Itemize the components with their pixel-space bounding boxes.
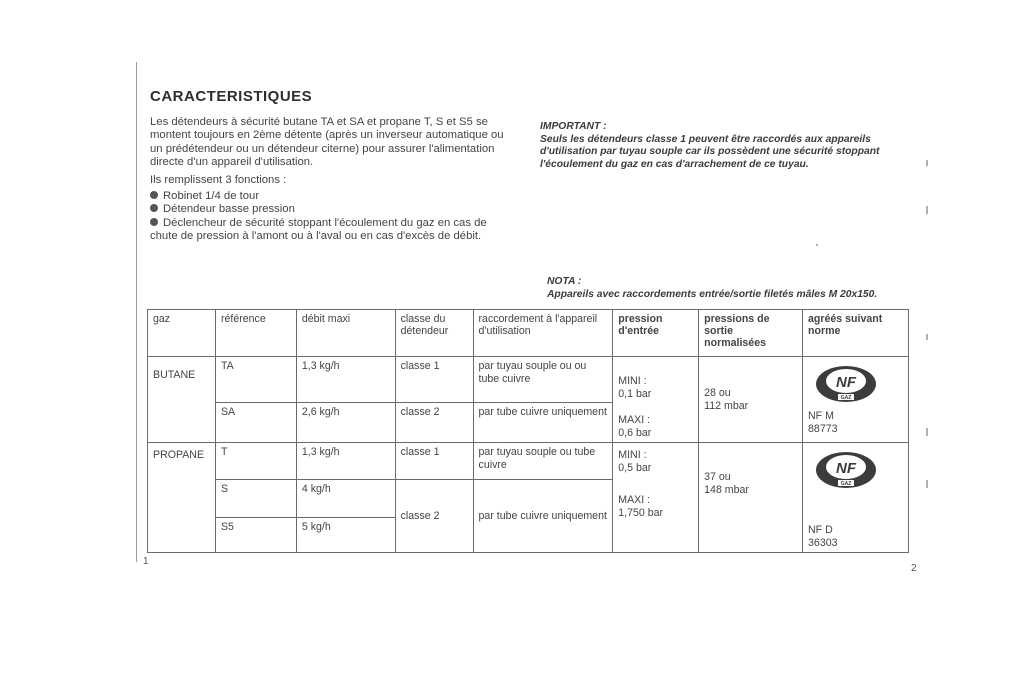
nota-note (547, 276, 917, 301)
header-debit: débit maxi (296, 310, 395, 357)
nf-gaz-logo-icon (814, 450, 878, 490)
norme-label: NF D 36303 (808, 524, 838, 549)
header-agrees: agréés suivant norme (803, 310, 909, 357)
list-item: Déclencheur de sécurité stoppant l'écoulement du gaz en cas de chute de pression à l'amont ou à l'aval ou en cas d'excès de débit. (150, 216, 487, 243)
pression-entree-butane: MINI : 0,1 bar MAXI : 0,6 bar (613, 357, 699, 443)
nota-text: Appareils avec raccordements entrée/sortie filetés mâles M 20x150. (547, 288, 878, 300)
norme-butane (803, 357, 909, 443)
scan-speck (926, 206, 928, 214)
norme-propane (803, 443, 909, 553)
debit-cell: 1,3 kg/h (296, 357, 395, 403)
raccordement-cell: par tuyau souple ou ou tube cuivre (473, 357, 613, 403)
bullet-icon (150, 218, 158, 226)
table-header-row (148, 310, 909, 357)
raccordement-cell: par tube cuivre uniquement (473, 480, 613, 553)
reference-cell: SA (215, 403, 296, 443)
debit-cell: 2,6 kg/h (296, 403, 395, 443)
header-classe: classe du détendeur (395, 310, 473, 357)
reference-cell: S (215, 480, 296, 518)
header-pressions-sortie: pressions de sortie normalisées (699, 310, 803, 357)
page-number-right: 2 (911, 563, 917, 574)
list-item: Détendeur basse pression (150, 203, 510, 216)
svg-text:GAZ: GAZ (840, 481, 852, 487)
raccordement-cell: par tube cuivre uniquement (473, 403, 613, 443)
scan-speck (926, 334, 928, 340)
page-title: CARACTERISTIQUES (150, 88, 313, 105)
intro-paragraph: Les détendeurs à sécurité butane TA et SA et propane T, S et S5 se montent toujours en 2ème détente (après un inverseur automatique ou un prédétendeur ou un détendeur citerne) pour assurer l'alimentation directe d'un appareil d'utilisation. (150, 116, 504, 169)
scan-speck (926, 480, 928, 488)
svg-text:NF: NF (836, 460, 857, 477)
classe-cell: classe 1 (395, 357, 473, 403)
reference-cell: TA (215, 357, 296, 403)
bullet-icon (150, 191, 158, 199)
pression-sortie-butane: 28 ou 112 mbar (699, 357, 803, 443)
debit-cell: 4 kg/h (296, 480, 395, 518)
gaz-butane: BUTANE (148, 357, 216, 443)
classe-cell: classe 1 (395, 443, 473, 480)
debit-cell: 5 kg/h (296, 518, 395, 553)
header-raccordement: raccordement à l'appareil d'utilisation (473, 310, 613, 357)
reference-cell: T (215, 443, 296, 480)
intro-section (150, 116, 510, 244)
scan-speck (926, 160, 928, 166)
list-item: Robinet 1/4 de tour (150, 190, 510, 203)
nota-heading: NOTA : (547, 276, 582, 287)
important-note (540, 121, 908, 171)
nf-gaz-logo-icon (814, 364, 878, 404)
scan-speck (816, 244, 818, 246)
bullet-icon (150, 204, 158, 212)
raccordement-cell: par tuyau souple ou tube cuivre (473, 443, 613, 480)
table-row (148, 357, 909, 403)
important-text: Seuls les détendeurs classe 1 peuvent être raccordés aux appareils d'utilisation par tuyau souple car ils possèdent une sécurité stoppant l'écoulement du gaz en cas d'arrachement de ce tuyau. (540, 133, 880, 170)
header-reference: référence (215, 310, 296, 357)
svg-text:GAZ: GAZ (840, 395, 852, 401)
classe-cell: classe 2 (395, 480, 473, 553)
table-row (148, 443, 909, 480)
gaz-propane: PROPANE (148, 443, 216, 553)
page-number-left: 1 (143, 556, 149, 567)
pression-sortie-propane: 37 ou 148 mbar (699, 443, 803, 553)
norme-label: NF M 88773 (808, 410, 838, 435)
pression-entree-propane: MINI : 0,5 bar MAXI : 1,750 bar (613, 443, 699, 553)
page-fold-line (136, 62, 137, 562)
specifications-table (147, 309, 909, 553)
header-pression-entree: pression d'entrée (613, 310, 699, 357)
header-gaz: gaz (148, 310, 216, 357)
scan-speck (926, 428, 928, 436)
svg-text:NF: NF (836, 374, 857, 391)
classe-cell: classe 2 (395, 403, 473, 443)
reference-cell: S5 (215, 518, 296, 553)
debit-cell: 1,3 kg/h (296, 443, 395, 480)
important-heading: IMPORTANT : (540, 121, 607, 132)
functions-lead: Ils remplissent 3 fonctions : (150, 173, 287, 186)
functions-list (150, 190, 510, 244)
